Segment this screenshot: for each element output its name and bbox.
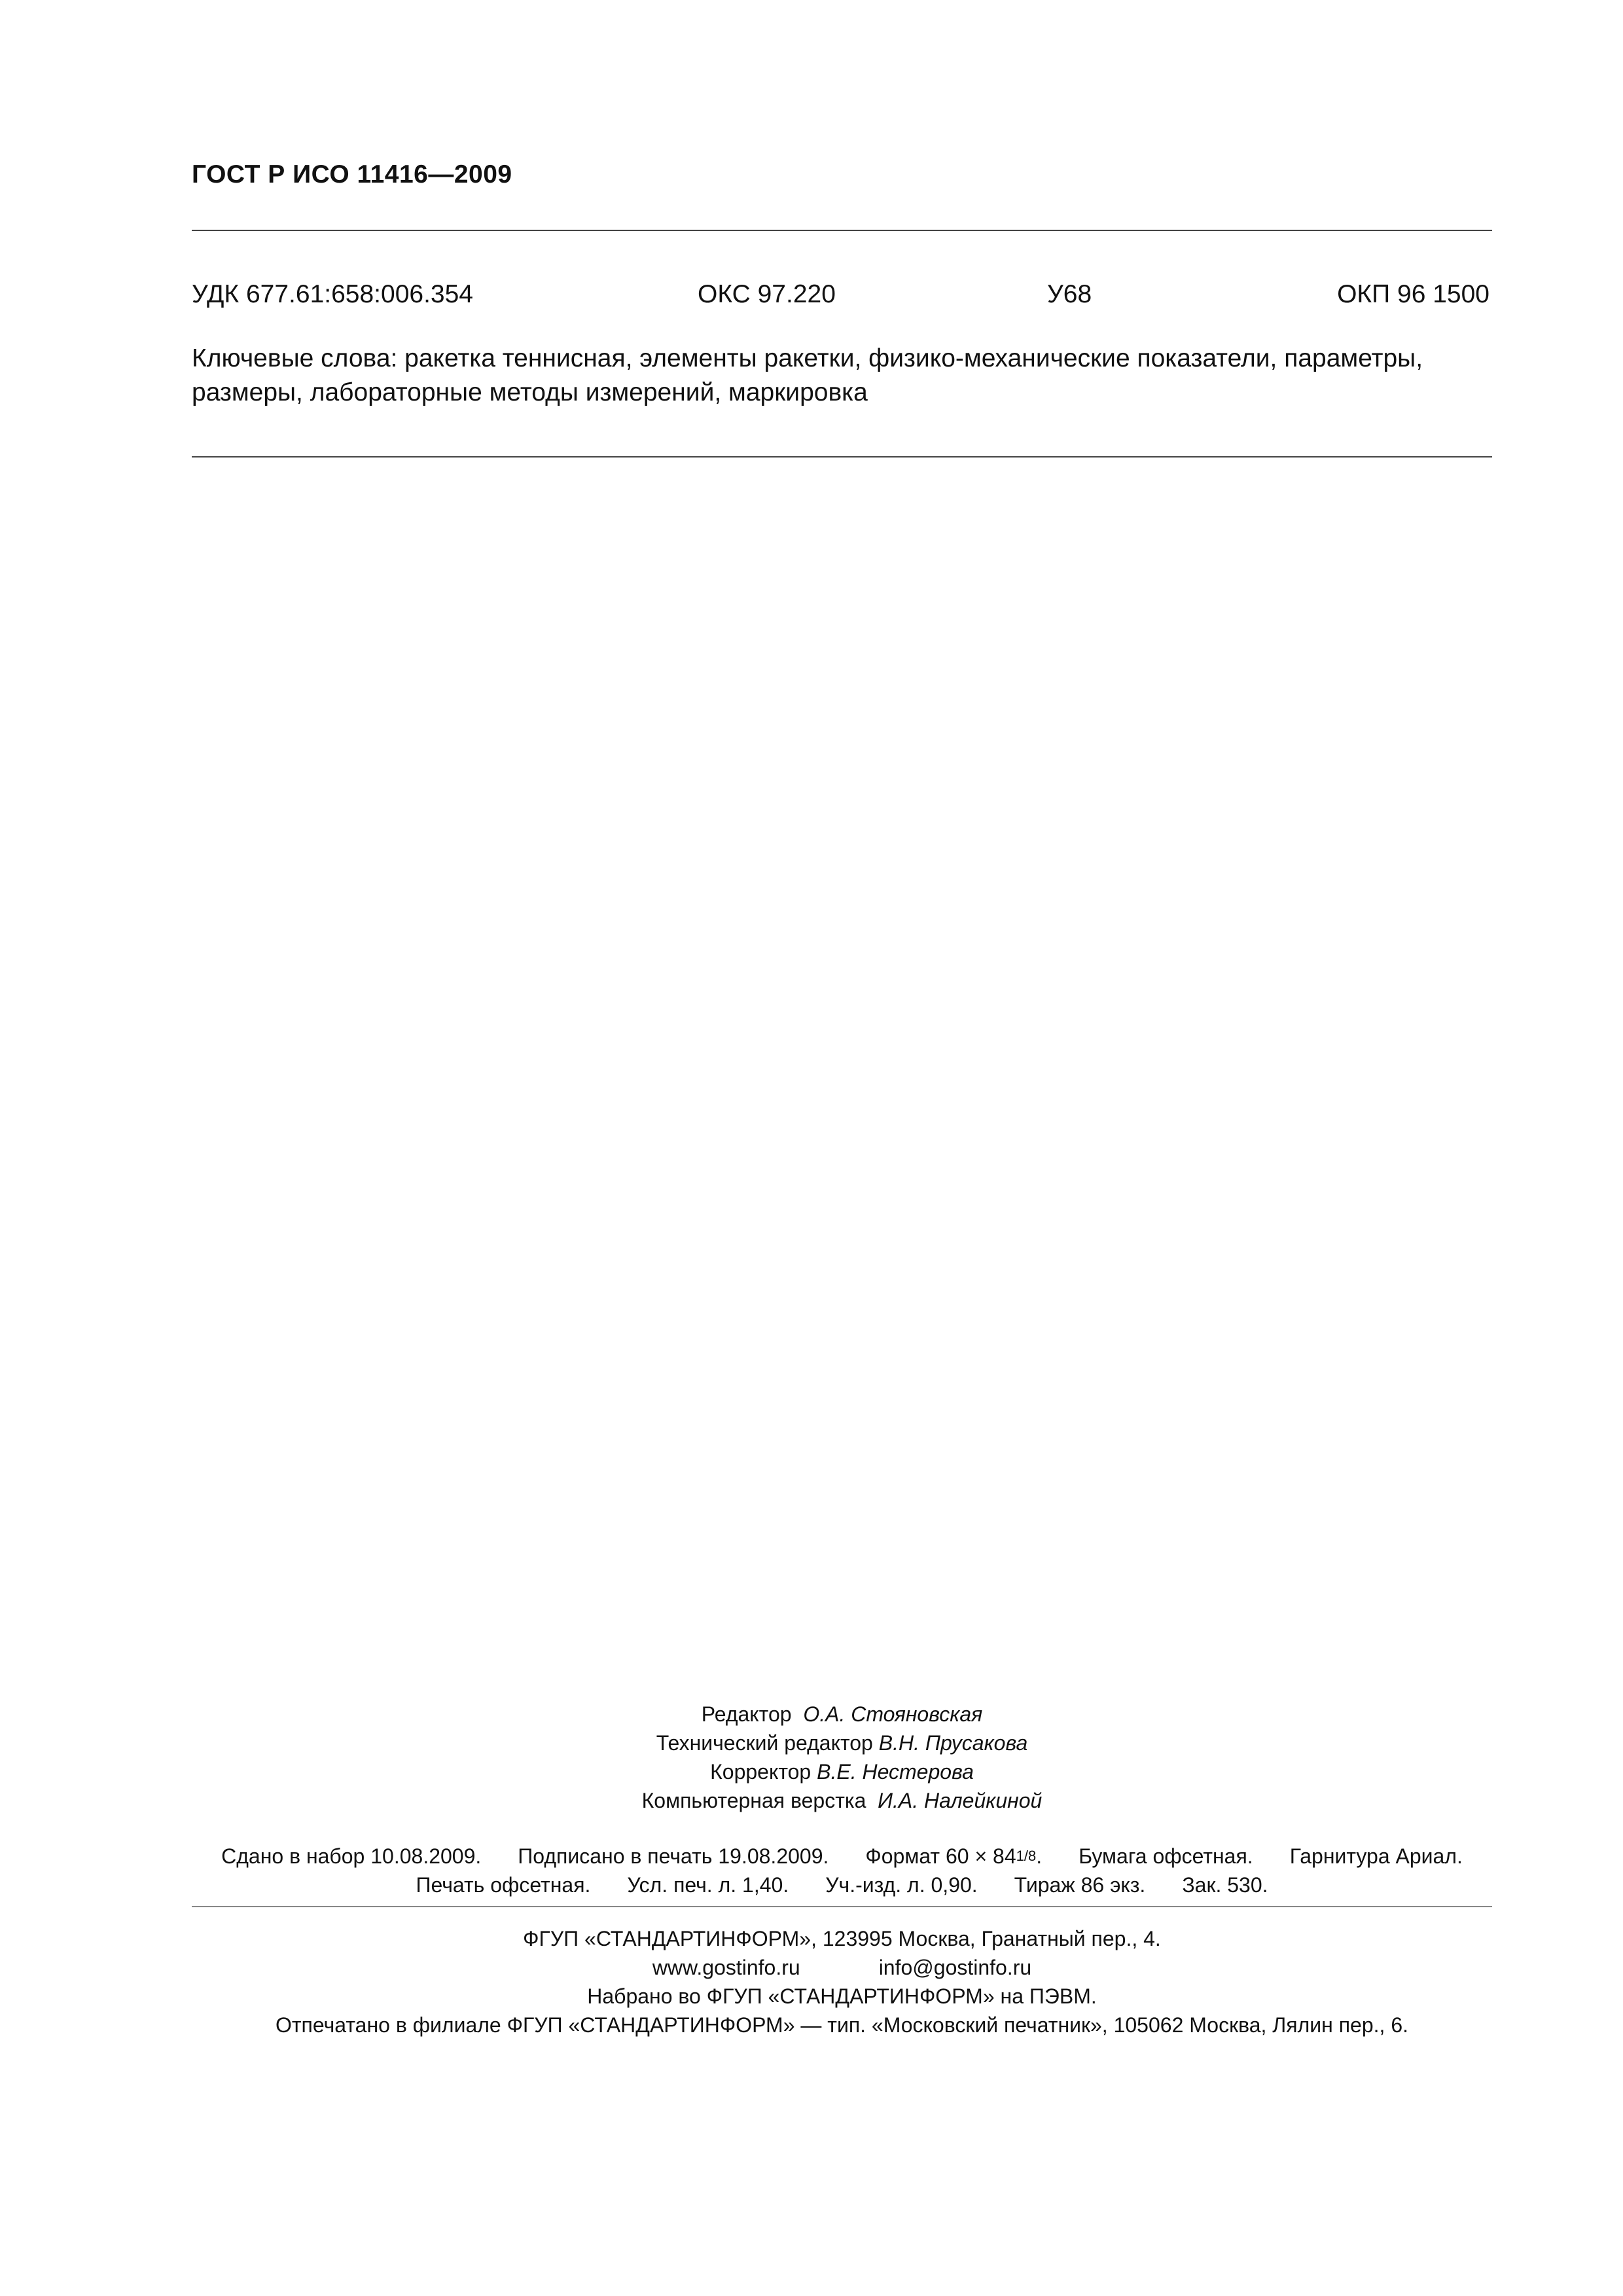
credit-tech-editor-name: В.Н. Прусакова <box>878 1731 1028 1755</box>
publisher-website[interactable]: www.gostinfo.ru <box>652 1956 800 1979</box>
printing-type: Печать офсетная. <box>416 1873 591 1897</box>
credit-editor-name: О.А. Стояновская <box>803 1702 983 1726</box>
print-info-block <box>192 1842 1492 1899</box>
standard-designation: ГОСТ Р ИСО 11416—2009 <box>192 160 512 188</box>
circulation: Тираж 86 экз. <box>1014 1873 1146 1897</box>
credit-editor-label: Редактор <box>701 1702 792 1726</box>
submitted-date: Сдано в набор 10.08.2009. <box>221 1844 482 1868</box>
credit-tech-editor-label: Технический редактор <box>656 1731 873 1755</box>
print-sheets: Усл. печ. л. 1,40. <box>627 1873 789 1897</box>
keywords-text: Ключевые слова: ракетка теннисная, элементы ракетки, физико-механические показатели, параметры, размеры, лабораторные методы измерений, маркировка <box>192 344 1423 406</box>
printed-note: Отпечатано в филиале ФГУП «СТАНДАРТИНФОРМ» — тип. «Московский печатник», 105062 Москва, Лялин пер., 6. <box>275 2013 1408 2037</box>
credit-layout <box>192 1786 1492 1815</box>
publisher-divider <box>192 1906 1492 1907</box>
udk-code: УДК 677.61:658:006.354 <box>192 280 473 308</box>
typeface: Гарнитура Ариал. <box>1289 1844 1463 1868</box>
credit-layout-name: И.А. Налейкиной <box>878 1789 1043 1812</box>
keywords-divider <box>192 456 1492 457</box>
credit-corrector-label: Корректор <box>710 1760 812 1784</box>
print-info-line-2 <box>192 1871 1492 1899</box>
credit-corrector <box>192 1757 1492 1786</box>
u-code: У68 <box>1047 280 1092 308</box>
format-suffix: . <box>1036 1844 1043 1868</box>
format-fraction: 1/8 <box>1016 1848 1037 1864</box>
signed-date: Подписано в печать 19.08.2009. <box>518 1844 829 1868</box>
publisher-contacts <box>192 1953 1492 1982</box>
format-prefix: Формат 60 × 84 <box>865 1844 1016 1868</box>
credit-corrector-name: В.Е. Нестерова <box>817 1760 974 1784</box>
edit-sheets: Уч.-изд. л. 0,90. <box>825 1873 978 1897</box>
publisher-email[interactable]: info@gostinfo.ru <box>878 1956 1032 1979</box>
classifier-codes <box>192 280 1492 313</box>
publisher-block <box>192 1924 1492 2039</box>
typeset-note: Набрано во ФГУП «СТАНДАРТИНФОРМ» на ПЭВМ. <box>587 1984 1097 2008</box>
credit-layout-label: Компьютерная верстка <box>641 1789 866 1812</box>
credits-block <box>192 1700 1492 1815</box>
order-number: Зак. 530. <box>1182 1873 1268 1897</box>
print-info-line-1 <box>192 1842 1492 1871</box>
oks-code: ОКС 97.220 <box>698 280 836 308</box>
top-divider <box>192 230 1492 231</box>
okp-code: ОКП 96 1500 <box>1337 280 1489 308</box>
paper-type: Бумага офсетная. <box>1079 1844 1253 1868</box>
publisher-address: ФГУП «СТАНДАРТИНФОРМ», 123995 Москва, Гранатный пер., 4. <box>523 1927 1161 1950</box>
credit-editor <box>192 1700 1492 1729</box>
credit-tech-editor <box>192 1729 1492 1757</box>
